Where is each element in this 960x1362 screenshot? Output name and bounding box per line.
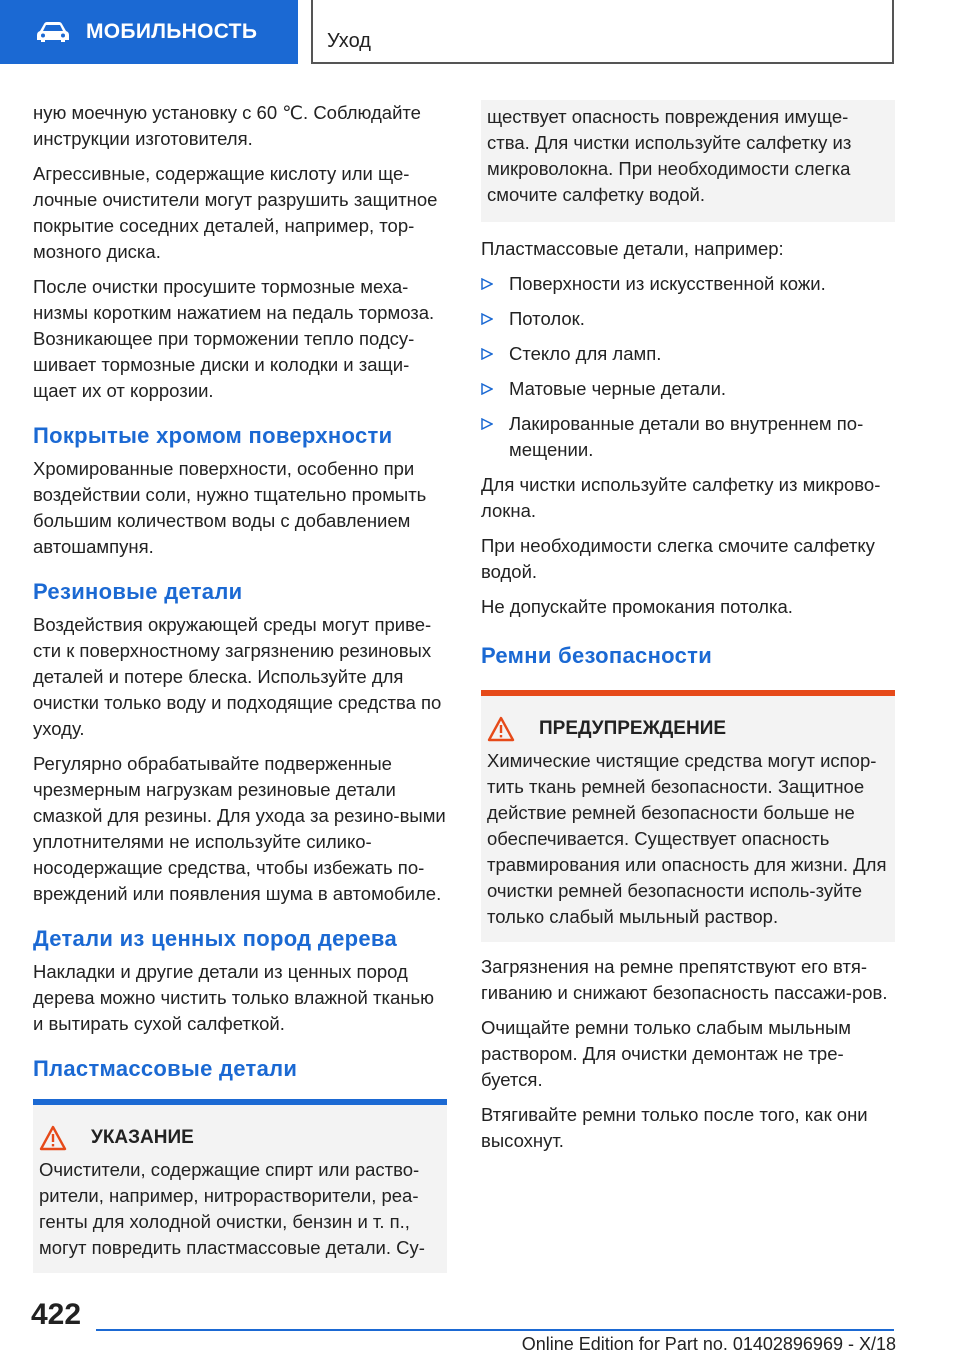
paragraph: Очищайте ремни только слабым мыльным раствором. Для очистки демонтаж не тре-буется.	[481, 1017, 851, 1090]
paragraph: Агрессивные, содержащие кислоту или ще-лочные очистители могут разрушить защитное покрытие соседних деталей, например, тор-мозного диска.	[33, 163, 438, 262]
section-tab	[0, 0, 298, 64]
paragraph: Для чистки используйте салфетку из микрово-локна.	[481, 474, 881, 521]
paragraph: Воздействия окружающей среды могут приве-сти к поверхностному загрязнению резиновых деталей и потере блеска. Используйте для очистки только воду и подходящие средства по уходу.	[33, 614, 442, 739]
bullet-triangle-icon	[481, 348, 493, 360]
edition-text: Online Edition for Part no. 01402896969 - X/18	[521, 1334, 896, 1354]
bullet-triangle-icon	[481, 278, 493, 290]
list-item-text: Матовые черные детали.	[509, 378, 727, 399]
paragraph: После очистки просушите тормозные меха-низмы коротким нажатием на педаль тормоза. Возникающее при торможении тепло подсу-шивает тормозные диски и колодки и защи-щает их от коррозии.	[33, 276, 435, 401]
left-column	[33, 100, 447, 1285]
warning-box	[481, 690, 895, 942]
list-item-text: Поверхности из искусственной кожи.	[509, 273, 826, 294]
warning-title	[487, 716, 889, 742]
car-icon	[36, 21, 70, 43]
warning-triangle-icon	[39, 1125, 67, 1151]
paragraph: Не допускайте промокания потолка.	[481, 596, 793, 617]
list-item	[481, 376, 895, 402]
notice-box	[33, 1099, 447, 1273]
section-label: МОБИЛЬНОСТЬ	[86, 20, 258, 43]
paragraph: Пластмассовые детали, например:	[481, 238, 784, 259]
notice-box-continued	[481, 100, 895, 222]
bullet-list	[481, 271, 895, 463]
paragraph: Загрязнения на ремне препятствуют его втя-гиванию и снижают безопасность пассажи-ров.	[481, 956, 888, 1003]
heading-wood: Детали из ценных пород дерева	[33, 926, 397, 951]
footer-divider	[96, 1329, 894, 1331]
bullet-triangle-icon	[481, 418, 493, 430]
notice-title	[39, 1125, 441, 1151]
paragraph: Регулярно обрабатывайте подверженные чрезмерным нагрузкам резиновые детали смазкой для резины. Для ухода за резино-выми уплотнителями не используйте силико-носодержащие средства, чтобы избежать по-вреждений или появления шума в автомобиле.	[33, 753, 446, 904]
warning-title-text: ПРЕДУПРЕЖДЕНИЕ	[539, 718, 727, 739]
notice-text: ществует опасность повреждения имуще-ства. Для чистки используйте салфетку из микроволокна. При необходимости слегка смочите салфетку водой.	[487, 106, 852, 205]
list-item-text: Потолок.	[509, 308, 585, 329]
heading-belts: Ремни безопасности	[481, 643, 713, 668]
list-item	[481, 411, 895, 463]
list-item	[481, 306, 895, 332]
list-item	[481, 341, 895, 367]
bullet-triangle-icon	[481, 383, 493, 395]
right-column	[481, 100, 895, 1163]
warning-text: Химические чистящие средства могут испор-тить ткань ремней безопасности. Защитное действие ремней безопасности больше не обеспечивается. Существует опасность травмирования или опасность для жизни. Для очистки ремней безопасности исполь-зуйте только слабый мыльный раствор.	[487, 750, 887, 927]
notice-title-text: УКАЗАНИЕ	[91, 1127, 194, 1148]
paragraph: Хромированные поверхности, особенно при воздействии соли, нужно тщательно промыть большим количеством воды с добавлением автошампуня.	[33, 458, 427, 557]
heading-rubber: Резиновые детали	[33, 579, 243, 604]
list-item	[481, 271, 895, 297]
paragraph: Накладки и другие детали из ценных пород дерева можно чистить только влажной тканью и вытирать сухой салфеткой.	[33, 961, 434, 1034]
bullet-triangle-icon	[481, 313, 493, 325]
chapter-header	[311, 0, 894, 64]
heading-chrome: Покрытые хромом поверхности	[33, 423, 393, 448]
chapter-label: Уход	[327, 30, 371, 52]
warning-triangle-icon	[487, 716, 515, 742]
page-number: 422	[31, 1298, 82, 1331]
notice-text: Очистители, содержащие спирт или раство-рители, например, нитрорастворители, реа-генты для холодной очистки, бензин и т. п., могут повредить пластмассовые детали. Су-	[39, 1159, 425, 1258]
paragraph: Втягивайте ремни только после того, как они высохнут.	[481, 1104, 868, 1151]
paragraph: При необходимости слегка смочите салфетку водой.	[481, 535, 875, 582]
list-item-text: Лакированные детали во внутреннем по-мещении.	[509, 413, 864, 460]
list-item-text: Стекло для ламп.	[509, 343, 662, 364]
paragraph: ную моечную установку с 60 ℃. Соблюдайте инструкции изготовителя.	[33, 102, 421, 149]
heading-plastic: Пластмассовые детали	[33, 1056, 298, 1081]
